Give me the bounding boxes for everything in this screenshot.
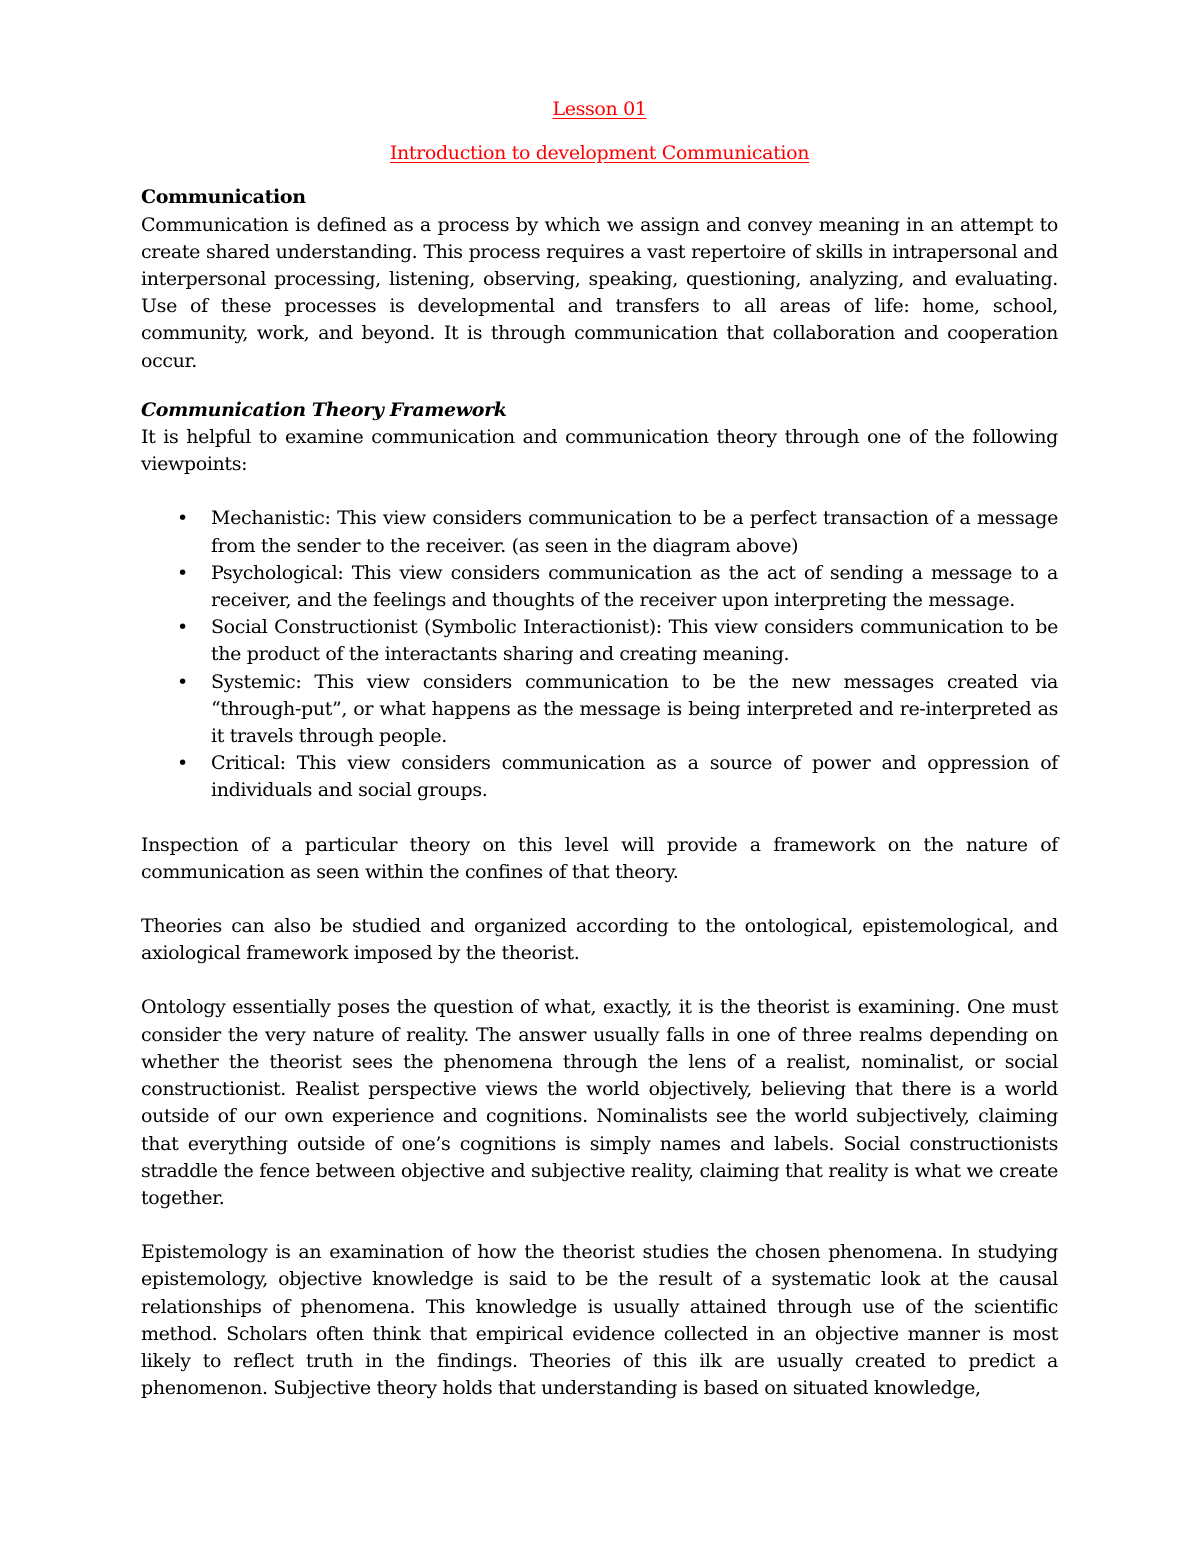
bullet-icon: • bbox=[177, 752, 188, 775]
bullet-icon: • bbox=[177, 616, 188, 639]
epistemology-paragraph: Epistemology is an examination of how the theorist studies the chosen phenomena. In studying epistemology, objective knowledge is said to be the result of a systematic look at the causal relationships of phenomena. This knowledge is usually attained through use of the scientific method. Scholars often think that empirical evidence collected in an objective manner is most likely to reflect truth in the findings. Theories of this ilk are usually created to predict a phenomenon. Subjective theory holds that understanding is based on situated knowledge, bbox=[141, 1241, 1058, 1400]
bullet-icon: • bbox=[177, 561, 188, 584]
spacer bbox=[141, 478, 1058, 505]
communication-paragraph: Communication is defined as a process by which we assign and convey meaning in an attempt to create shared understanding. This process requires a vast repertoire of skills in intrapersonal and interpersonal processing, listening, observing, speaking, questioning, analyzing, and evaluating. Use of these processes is developmental and transfers to all areas of life: home, school, community, work, and beyond. It is through communication that collaboration and cooperation occur. bbox=[141, 213, 1058, 372]
viewpoints-list bbox=[141, 505, 1058, 804]
list-item bbox=[141, 750, 1058, 804]
spacer bbox=[141, 1212, 1058, 1239]
communication-heading: Communication bbox=[141, 186, 306, 209]
viewpoint-systemic: Systemic: This view considers communication to be the new messages created via “through-put”, or what happens as the message is being interpreted and re-interpreted as it travels through people. bbox=[211, 670, 1058, 748]
lesson-title: Lesson 01 bbox=[552, 98, 647, 120]
list-item bbox=[141, 614, 1058, 668]
viewpoint-mechanistic: Mechanistic: This view considers communication to be a perfect transaction of a message from the sender to the receiver. (as seen in the diagram above) bbox=[211, 507, 1058, 557]
spacer bbox=[141, 886, 1058, 913]
theory-framework-heading: Communication Theory Framework bbox=[141, 398, 507, 421]
list-item bbox=[141, 669, 1058, 751]
viewpoint-social-constructionist: Social Constructionist (Symbolic Interactionist): This view considers communication to be the product of the interactants sharing and creating meaning. bbox=[211, 616, 1058, 666]
inspection-paragraph: Inspection of a particular theory on this level will provide a framework on the nature of communication as seen within the confines of that theory. bbox=[141, 833, 1058, 883]
viewpoint-psychological: Psychological: This view considers communication as the act of sending a message to a receiver, and the feelings and thoughts of the receiver upon interpreting the message. bbox=[211, 561, 1058, 612]
document-page bbox=[141, 96, 1058, 1402]
lesson-subtitle: Introduction to development Communication bbox=[389, 142, 810, 165]
bullet-icon: • bbox=[177, 670, 188, 693]
viewpoint-critical: Critical: This view considers communication as a source of power and oppression of individuals and social groups. bbox=[211, 752, 1058, 802]
theory-framework-intro: It is helpful to examine communication and communication theory through one of the following viewpoints: bbox=[141, 426, 1058, 476]
spacer bbox=[141, 967, 1058, 994]
spacer bbox=[141, 805, 1058, 832]
ontology-paragraph: Ontology essentially poses the question of what, exactly, it is the theorist is examining. One must consider the very nature of reality. The answer usually falls in one of three realms depending on whether the theorist sees the phenomena through the lens of a realist, nominalist, or social constructionist. Realist perspective views the world objectively, believing that there is a world outside of our own experience and cognitions. Nominalists see the world subjectively, claiming that everything outside of one’s cognitions is simply names and labels. Social constructionists straddle the fence between objective and subjective reality, claiming that reality is what we create together. bbox=[141, 996, 1058, 1209]
list-item bbox=[141, 505, 1058, 559]
spacer bbox=[141, 375, 1058, 397]
bullet-icon: • bbox=[177, 507, 188, 530]
theories-paragraph: Theories can also be studied and organized according to the ontological, epistemological, and axiological framework imposed by the theorist. bbox=[141, 915, 1058, 965]
list-item bbox=[141, 560, 1058, 614]
